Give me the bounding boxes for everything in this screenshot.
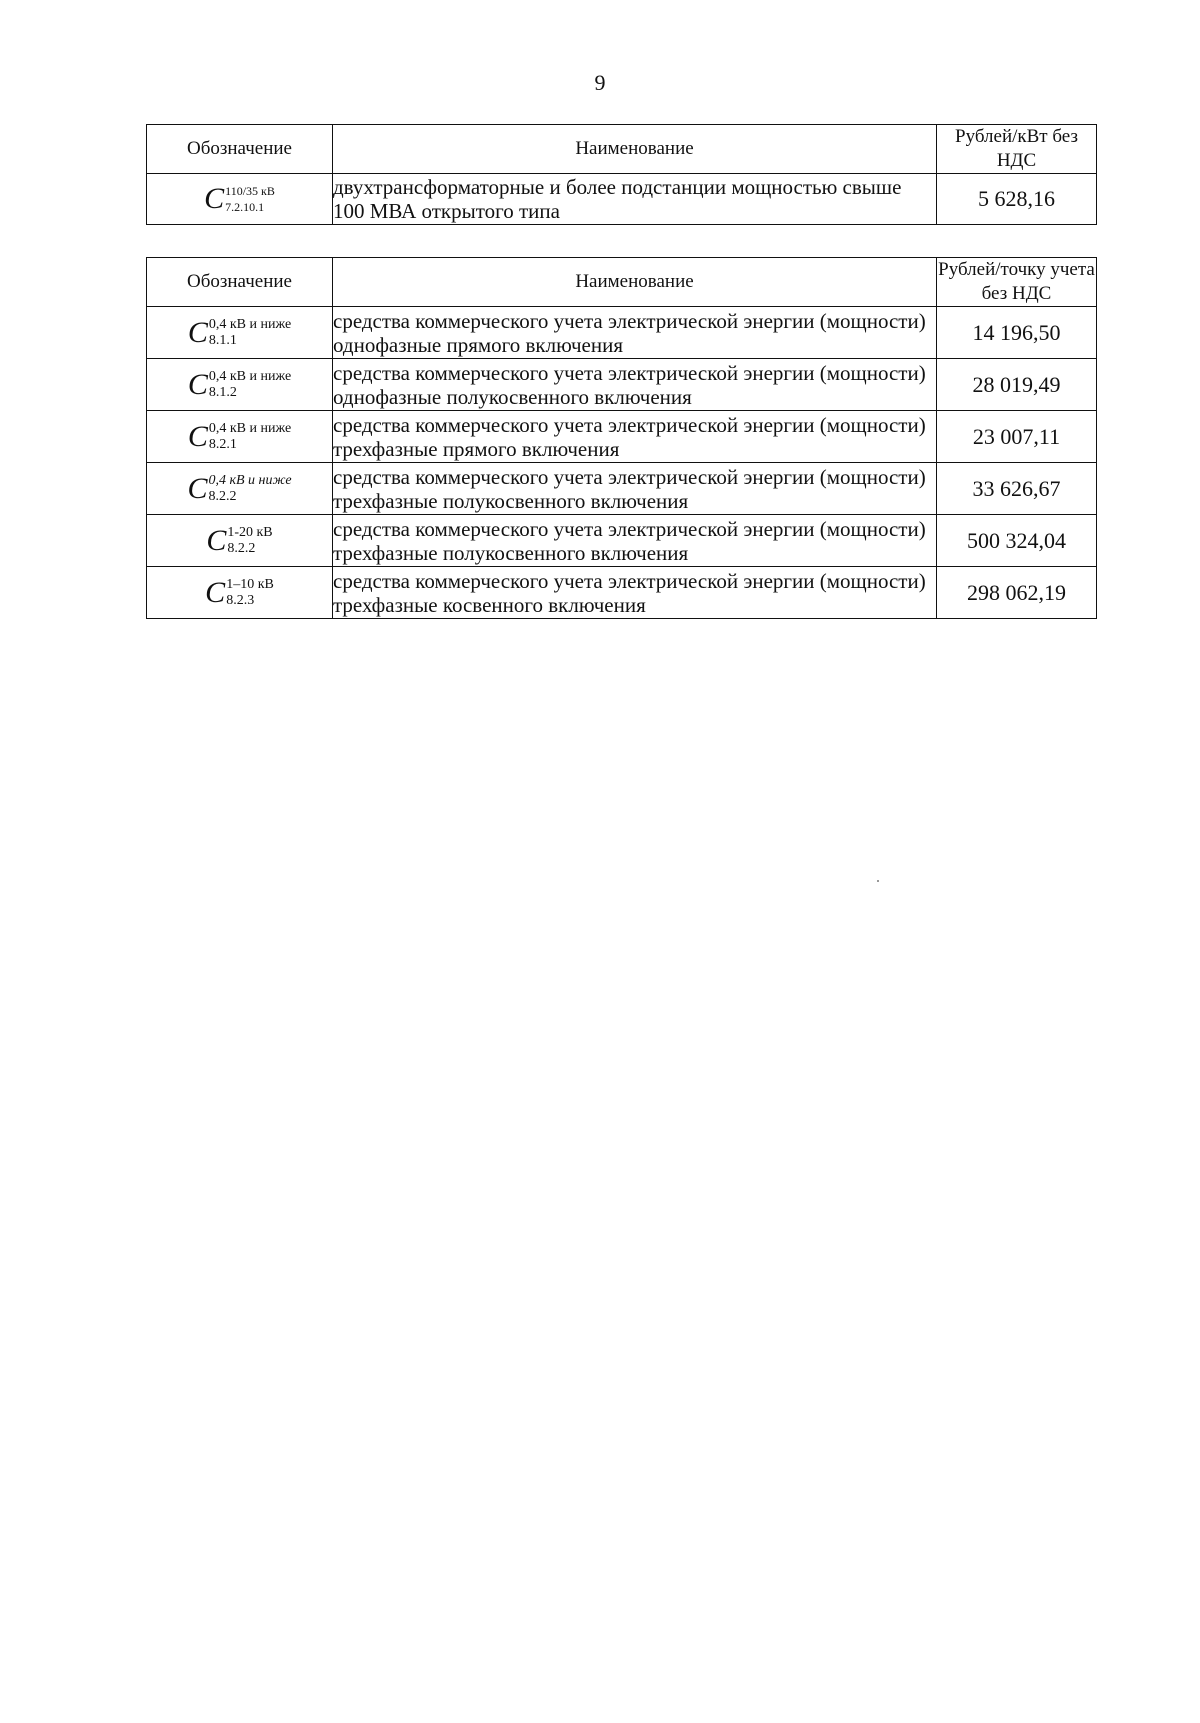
tariff-symbol: C 1-20 кВ 8.2.2: [206, 523, 273, 557]
tariff-table-substations: [146, 124, 1097, 225]
header-price: Рублей/точку учета без НДС: [937, 258, 1097, 307]
header-price: Рублей/кВт без НДС: [937, 125, 1097, 174]
tariff-symbol: C 1–10 кВ 8.2.3: [205, 575, 274, 609]
table-row: [147, 307, 1097, 359]
name-cell: средства коммерческого учета электрической энергии (мощности) трехфазные полукосвенного включения: [333, 515, 937, 567]
tariff-symbol: C 0,4 кВ и ниже 8.2.1: [187, 419, 292, 453]
price-cell: 33 626,67: [937, 463, 1097, 515]
price-cell: 5 628,16: [937, 174, 1097, 225]
tariff-table-metering: [146, 257, 1097, 619]
name-cell: средства коммерческого учета электрической энергии (мощности) однофазные прямого включения: [333, 307, 937, 359]
symbol-superscript: 1–10 кВ: [226, 576, 274, 592]
header-name: Наименование: [333, 125, 937, 174]
symbol-subscript: 8.2.2: [208, 488, 237, 504]
designation-cell: [147, 307, 333, 359]
table-header-row: [147, 125, 1097, 174]
name-cell: средства коммерческого учета электрической энергии (мощности) трехфазные прямого включения: [333, 411, 937, 463]
name-cell: средства коммерческого учета электрической энергии (мощности) однофазные полукосвенного включения: [333, 359, 937, 411]
price-cell: 298 062,19: [937, 567, 1097, 619]
symbol-superscript: 0,4 кВ и ниже: [208, 368, 292, 384]
price-cell: 500 324,04: [937, 515, 1097, 567]
designation-cell: [147, 463, 333, 515]
tariff-symbol: C 0,4 кВ и ниже 8.1.1: [187, 315, 292, 349]
tariff-symbol: C 0,4 кВ и ниже 8.2.2: [187, 471, 292, 505]
symbol-subscript: 8.2.2: [227, 540, 256, 556]
table-row: [147, 174, 1097, 225]
designation-cell: [147, 359, 333, 411]
page-number: 9: [594, 70, 606, 95]
table-row: [147, 463, 1097, 515]
symbol-superscript: 1-20 кВ: [227, 524, 273, 540]
scan-speck: [877, 880, 879, 882]
table-row: [147, 567, 1097, 619]
table-row: [147, 359, 1097, 411]
header-designation: Обозначение: [147, 125, 333, 174]
header-designation: Обозначение: [147, 258, 333, 307]
symbol-subscript: 8.2.1: [208, 436, 237, 452]
designation-cell: [147, 515, 333, 567]
tariff-symbol: C 110/35 кВ 7.2.10.1: [204, 182, 275, 215]
table-row: [147, 515, 1097, 567]
symbol-superscript: 110/35 кВ: [225, 184, 275, 198]
designation-cell: [147, 174, 333, 225]
name-cell: средства коммерческого учета электрической энергии (мощности) трехфазные полукосвенного включения: [333, 463, 937, 515]
name-cell: двухтрансформаторные и более подстанции мощностью свыше 100 МВА открытого типа: [333, 174, 937, 225]
symbol-subscript: 7.2.10.1: [225, 200, 265, 214]
symbol-subscript: 8.1.2: [208, 384, 237, 400]
name-cell: средства коммерческого учета электрической энергии (мощности) трехфазные косвенного включения: [333, 567, 937, 619]
tariff-symbol: C 0,4 кВ и ниже 8.1.2: [187, 367, 292, 401]
symbol-subscript: 8.1.1: [208, 332, 237, 348]
header-name: Наименование: [333, 258, 937, 307]
price-cell: 23 007,11: [937, 411, 1097, 463]
symbol-subscript: 8.2.3: [226, 592, 255, 608]
price-cell: 28 019,49: [937, 359, 1097, 411]
designation-cell: [147, 567, 333, 619]
price-cell: 14 196,50: [937, 307, 1097, 359]
table-row: [147, 411, 1097, 463]
designation-cell: [147, 411, 333, 463]
symbol-superscript: 0,4 кВ и ниже: [208, 316, 292, 332]
symbol-superscript: 0,4 кВ и ниже: [208, 420, 292, 436]
table-header-row: [147, 258, 1097, 307]
symbol-superscript: 0,4 кВ и ниже: [208, 472, 292, 488]
